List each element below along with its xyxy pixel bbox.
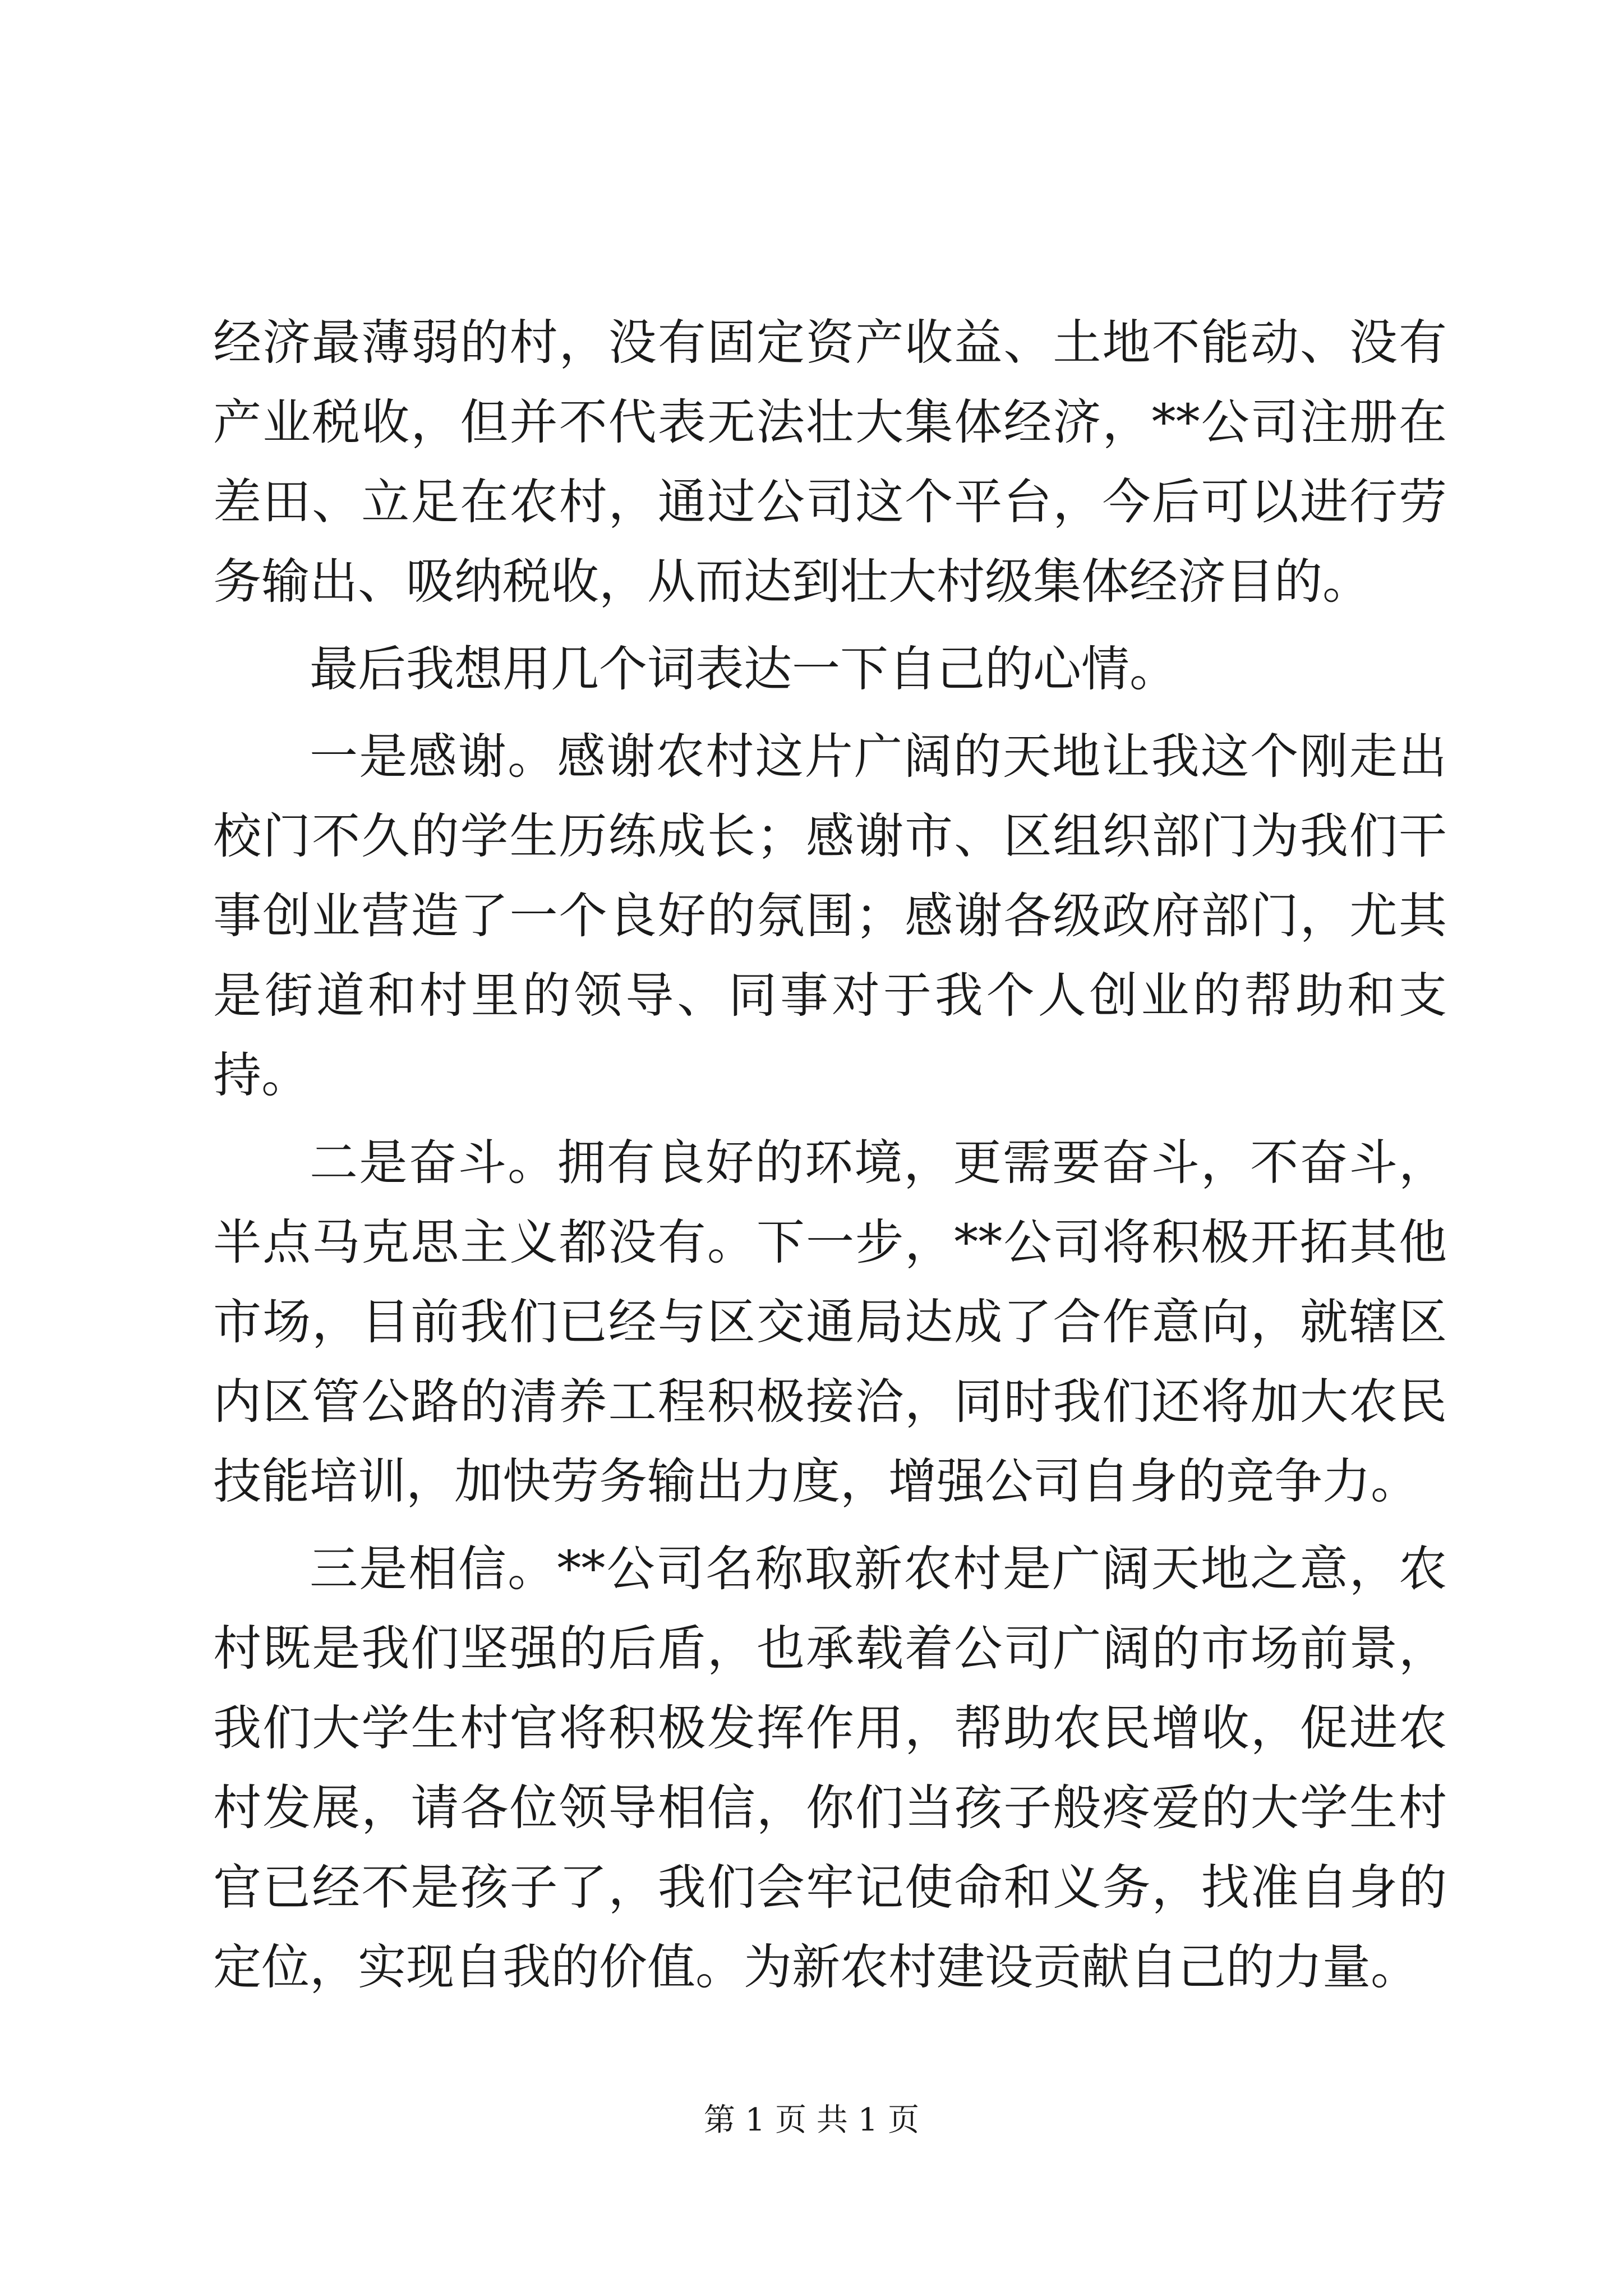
paragraph-continuation: 经济最薄弱的村，没有固定资产收益、土地不能动、没有产业税收，但并不代表无法壮大集体经济，**公司注册在差田、立足在农村，通过公司这个平台，今后可以进行劳务输出、吸纳税收，从而达到壮大村级集体经济目的。 xyxy=(213,315,1447,610)
paragraph-belief: 三是相信。**公司名称取新农村是广阔天地之意，农村既是我们坚强的后盾，也承载着公司广阔的市场前景，我们大学生村官将积极发挥作用，帮助农民增收，促进农村发展，请各位领导相信，你们当孩子般疼爱的大学生村官已经不是孩子了，我们会牢记使命和义务，找准自身的定位，实现自我的价值。为新农村建设贡献自己的力量。 xyxy=(213,1541,1447,1995)
document-body xyxy=(213,303,1447,2015)
page-footer: 第 1 页 共 1 页 xyxy=(703,2102,920,2138)
paragraph-intro: 最后我想用几个词表达一下自己的心情。 xyxy=(310,641,1178,697)
paragraph-struggle: 二是奋斗。拥有良好的环境，更需要奋斗，不奋斗，半点马克思主义都没有。下一步，**公司将积极开拓其他市场，目前我们已经与区交通局达成了合作意向，就辖区内区管公路的清养工程积极接洽，同时我们还将加大农民技能培训，加快劳务输出力度，增强公司自身的竞争力。 xyxy=(213,1135,1447,1510)
paragraph-gratitude: 一是感谢。感谢农村这片广阔的天地让我这个刚走出校门不久的学生历练成长；感谢市、区组织部门为我们干事创业营造了一个良好的氛围；感谢各级政府部门，尤其是街道和村里的领导、同事对于我个人创业的帮助和支持。 xyxy=(213,729,1447,1103)
